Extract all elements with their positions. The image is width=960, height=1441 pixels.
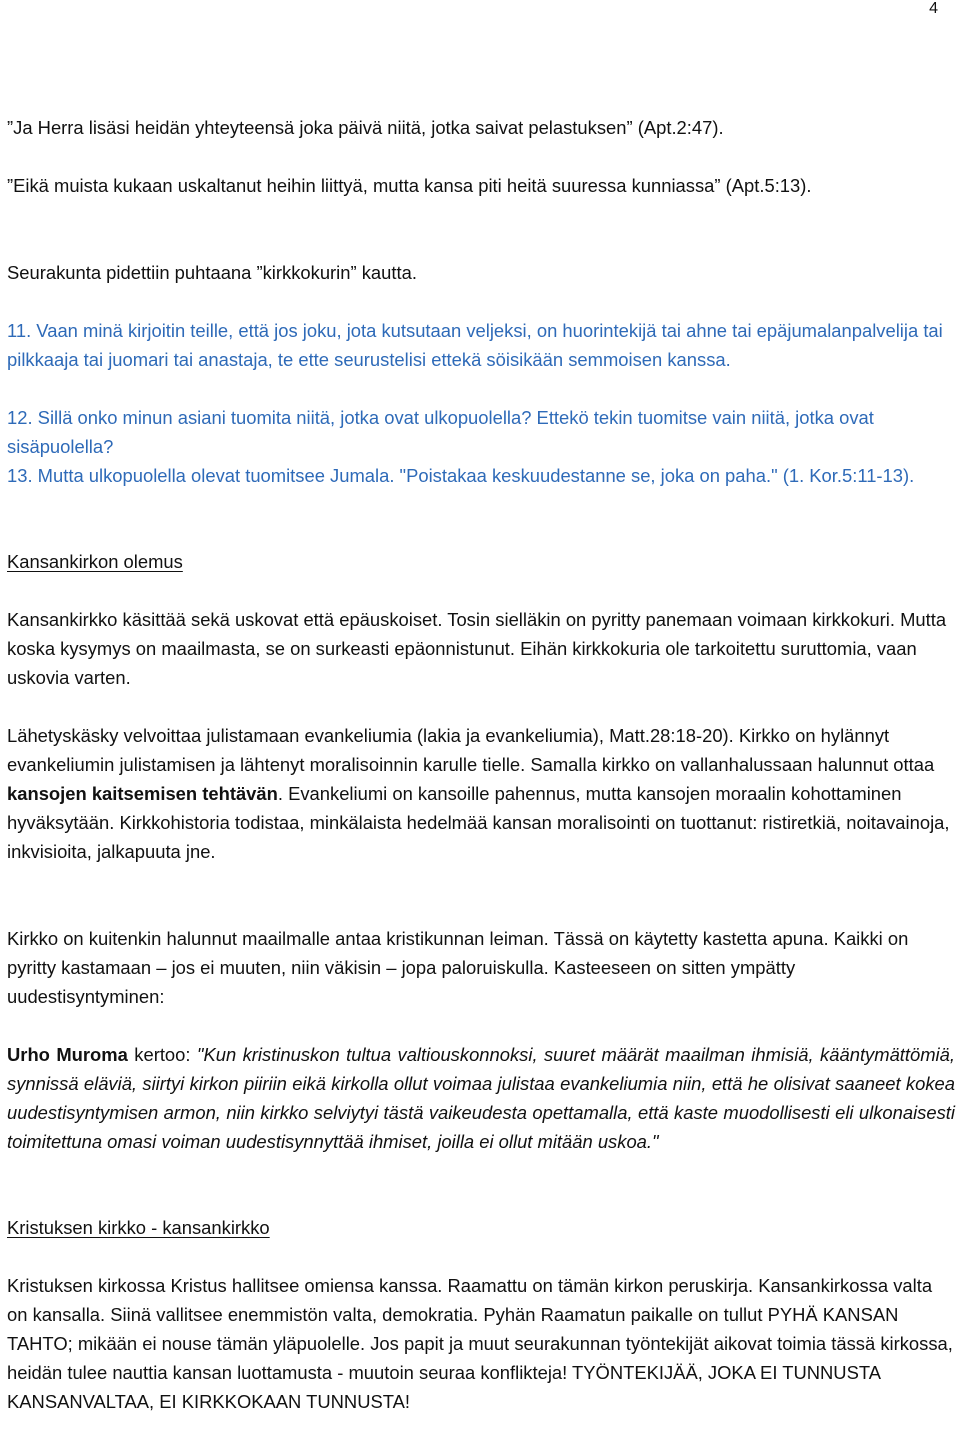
page-number: 4: [929, 0, 938, 17]
verse-11: 11. Vaan minä kirjoitin teille, että jos joku, jota kutsutaan veljeksi, on huorintekijä tai ahne tai epäjumalanpalvelija tai pilkkaaja tai juomari tai anastaja, te ette seurustelisi ettekä söisikään semmoisen kanssa.: [7, 320, 943, 370]
paragraph-kristuksen-kirkko: Kristuksen kirkossa Kristus hallitsee omiensa kanssa. Raamattu on tämän kirkon peruskirja. Kansankirkossa valta on kansalla. Siinä vallitsee enemmistön valta, demokratia. Pyhän Raamatun paikalle on tullut PYHÄ KANSAN TAHTO; mikään ei nouse tämän yläpuolelle. Jos papit ja muut seurakunnan työntekijät aikovat toimia tässä kirkossa, heidän tulee nauttia kansan luottamusta - muutoin seuraa konflikteja! TYÖNTEKIJÄÄ, JOKA EI TUNNUSTA KANSANVALTAA, EI KIRKKOKAAN TUNNUSTA!: [7, 1275, 953, 1412]
paragraph-kaste: Kirkko on kuitenkin halunnut maailmalle antaa kristikunnan leiman. Tässä on käytetty kastetta apuna. Kaikki on pyritty kastamaan – jos ei muuten, niin väkisin – jopa paloruiskulla. Kasteeseen on sitten ympätty uudestisyntyminen:: [7, 928, 909, 1007]
verse-13: 13. Mutta ulkopuolella olevat tuomitsee Jumala. "Poistakaa keskuudestanne se, joka on paha." (1. Kor.5:11-13).: [7, 465, 915, 486]
paragraph-muroma-quote: [7, 1040, 955, 1156]
paragraph-lahetyskasky-part1: Lähetyskäsky velvoittaa julistamaan evankeliumia (lakia ja evankeliumia), Matt.28:18-20). Kirkko on hylännyt evankeliumin julistamisen ja lähtenyt moralisoinnin karulle tielle. Samalla kirkko on vallanhalussaan halunnut ottaa: [7, 725, 935, 775]
quote-text: "Kun kristinuskon tultua valtiouskonnoksi, suuret määrät maailman ihmisiä, kääntymättömiä, synnissä eläviä, siirtyi kirkon piiriin eikä kirkolla ollut voimaa julistaa evankeliumia niin, että he olisivat saaneet kokea uudestisyntymisen armon, niin kirkko selviytyi tästä vaikeudesta opettamalla, että kaste muodollisesti eli ulkonaisesti toimitettuna omasi voiman uudestisynnyttää ihmiset, joilla ei ollut mitään uskoa.": [7, 1044, 955, 1152]
bold-phrase: kansojen kaitsemisen tehtävän: [7, 783, 278, 804]
quote-acts-2-47: ”Ja Herra lisäsi heidän yhteyteensä joka päivä niitä, jotka saivat pelastuksen” (Apt.2:47).: [7, 117, 724, 138]
purity-line: Seurakunta pidettiin puhtaana ”kirkkokurin” kautta.: [7, 262, 417, 283]
quote-author: Urho Muroma: [7, 1044, 128, 1065]
paragraph-lahetyskasky: [7, 721, 955, 866]
quote-acts-5-13: ”Eikä muista kukaan uskaltanut heihin liittyä, mutta kansa piti heitä suuressa kunniassa” (Apt.5:13).: [7, 175, 812, 196]
paragraph-kansankirkko: Kansankirkko käsittää sekä uskovat että epäuskoiset. Tosin sielläkin on pyritty panemaan voimaan kirkkokuri. Mutta koska kysymys on maailmasta, se on surkeasti epäonnistunut. Eihän kirkkokuria ole tarkoitettu suruttomia, vaan uskovia varten.: [7, 609, 947, 688]
section-heading-kansankirkon-olemus: Kansankirkon olemus: [7, 551, 183, 572]
paragraph-lahetyskasky-part2: . Evankeliumi on kansoille pahennus, mutta kansojen moraalin kohottaminen hyväksytään. Kirkkohistoria todistaa, minkälaista hedelmää kansan moralisointi on tuottanut: ristiretkiä, noitavainoja, inkvisioita, jalkapuuta jne.: [7, 783, 950, 862]
verse-12: 12. Sillä onko minun asiani tuomita niitä, jotka ovat ulkopuolella? Ettekö tekin tuomitse vain niitä, jotka ovat sisäpuolella?: [7, 407, 874, 457]
quote-intro: kertoo:: [127, 1044, 197, 1065]
section-heading-kristuksen-kirkko: Kristuksen kirkko - kansankirkko: [7, 1217, 270, 1238]
